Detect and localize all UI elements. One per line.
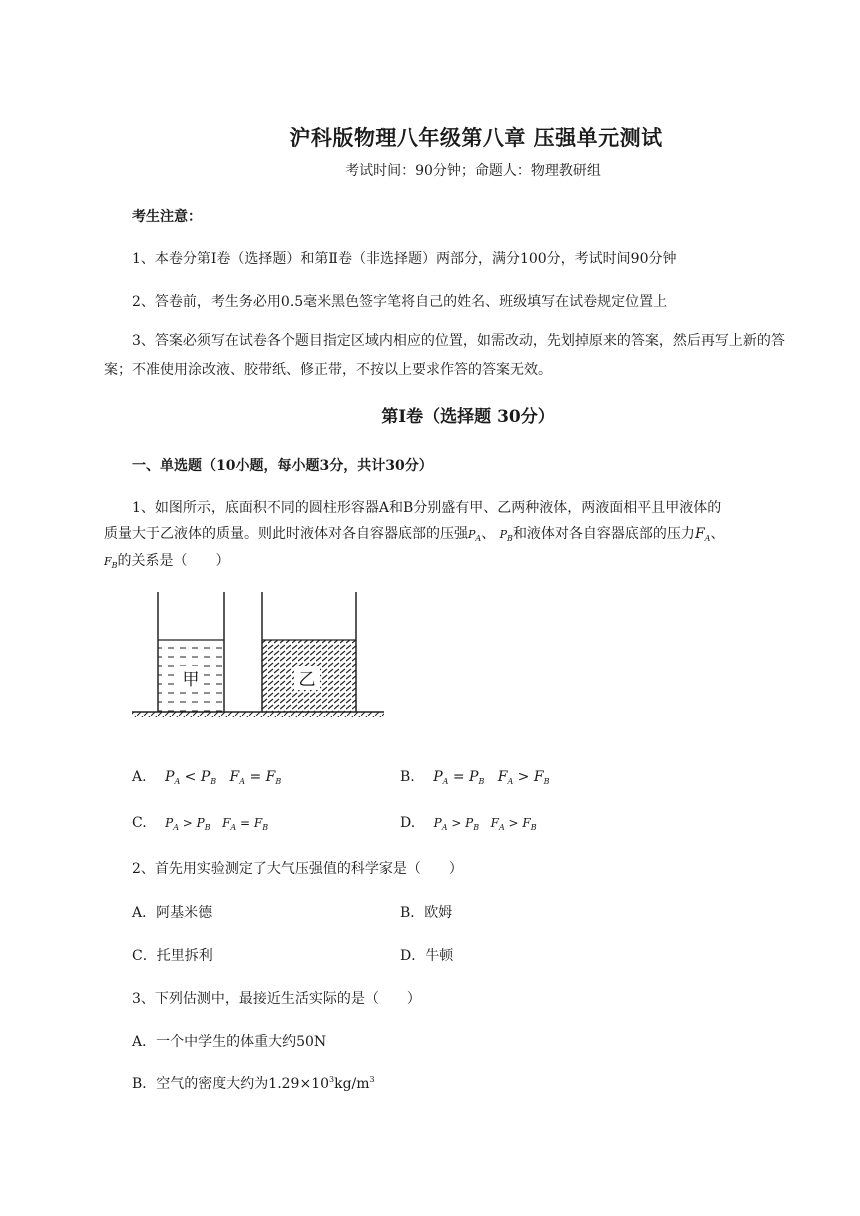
page-title: 沪科版物理八年级第八章 压强单元测试 <box>289 125 663 150</box>
q1-option-d-letter: D. <box>400 815 416 831</box>
q3-option-b-unit-exponent: 3 <box>369 1075 375 1084</box>
q3-stem: 3、下列估测中，最接近生活实际的是（ ） <box>132 991 421 1007</box>
ground <box>132 712 384 717</box>
q2-option-d[interactable]: D．牛顿 <box>400 948 454 964</box>
q1-option-b[interactable] <box>400 769 549 786</box>
q1-stem-line2: 质量大于乙液体的质量。则此时液体对各自容器底部的压强$P_A$、 $P_B$和液体对各自容器底部的压力$F_A$、 <box>104 526 725 543</box>
q1-option-c-letter: C. <box>132 815 147 831</box>
exam-subtitle: 考试时间：90分钟；命题人：物理教研组 <box>345 163 601 179</box>
q1-pa-symbol: $P_A$ <box>468 528 482 543</box>
notice-item-2: 2、答卷前，考生务必用0.5毫米黑色签字笔将自己的姓名、班级填写在试卷规定位置上 <box>132 294 668 310</box>
q1-stem-line2b: 和液体对各自容器底部的压力 <box>512 526 695 542</box>
q3-option-b[interactable] <box>132 1073 375 1093</box>
q1-option-a-letter: A. <box>132 769 147 785</box>
q1-pb-symbol: $P_B$ <box>499 528 513 543</box>
q3-option-a[interactable]: A．一个中学生的体重大约50N <box>132 1034 327 1050</box>
q1-fb-symbol: $F_B$ <box>104 555 118 570</box>
label-yi: 乙 <box>298 670 316 690</box>
q3-option-b-unit: kg/m <box>334 1076 370 1092</box>
notice-heading: 考生注意： <box>132 209 202 225</box>
q1-fa-symbol: $F_A$ <box>694 526 711 543</box>
q2-option-a[interactable]: A．阿基米德 <box>132 905 213 921</box>
q1-option-b-letter: B. <box>400 769 415 785</box>
container-b <box>262 592 356 712</box>
containers-figure <box>130 590 390 720</box>
q1-option-c[interactable] <box>132 815 268 832</box>
q1-option-b-formula: $P_A = P_B$ $F_A > F_B$ <box>433 769 550 786</box>
q1-option-d-formula: $P_A > P_B$ $F_A > F_B$ <box>433 816 537 832</box>
q1-option-c-formula: $P_A > P_B$ $F_A = F_B$ <box>165 816 269 832</box>
part-heading: 一、单选题（10小题，每小题3分，共计30分） <box>132 458 433 474</box>
q1-option-d[interactable] <box>400 815 537 832</box>
q1-stem-line3b: 的关系是（ ） <box>117 553 230 569</box>
notice-item-1: 1、本卷分第Ⅰ卷（选择题）和第Ⅱ卷（非选择题）两部分，满分100分，考试时间90分钟 <box>132 251 677 267</box>
q2-stem: 2、首先用实验测定了大气压强值的科学家是（ ） <box>132 861 463 877</box>
notice-item-3: 3、答案必须写在试卷各个题目指定区域内相应的位置，如需改动，先划掉原来的答案，然后再写上新的答案；不准使用涂改液、胶带纸、修正带，不按以上要求作答的答案无效。 <box>104 333 785 378</box>
q3-option-b-text: B．空气的密度大约为1.29×10 <box>132 1076 330 1092</box>
label-jia: 甲 <box>182 670 200 690</box>
q1-stem-line3 <box>104 550 230 570</box>
q2-option-b[interactable]: B．欧姆 <box>400 905 453 921</box>
q1-option-a[interactable] <box>132 769 281 786</box>
q3-option-b-exponent: 3 <box>329 1075 335 1084</box>
container-a <box>158 592 224 712</box>
q1-stem-line1: 1、如图所示，底面积不同的圆柱形容器A和B分别盛有甲、乙两种液体，两液面相平且甲液体的 <box>132 500 722 516</box>
q1-stem-line2a: 质量大于乙液体的质量。则此时液体对各自容器底部的压强 <box>104 526 468 542</box>
section-title: 第Ⅰ卷（选择题 30分） <box>381 407 555 427</box>
q1-option-a-formula: $P_A < P_B$ $F_A = F_B$ <box>165 769 282 786</box>
q2-option-c[interactable]: C．托里拆利 <box>132 948 213 964</box>
